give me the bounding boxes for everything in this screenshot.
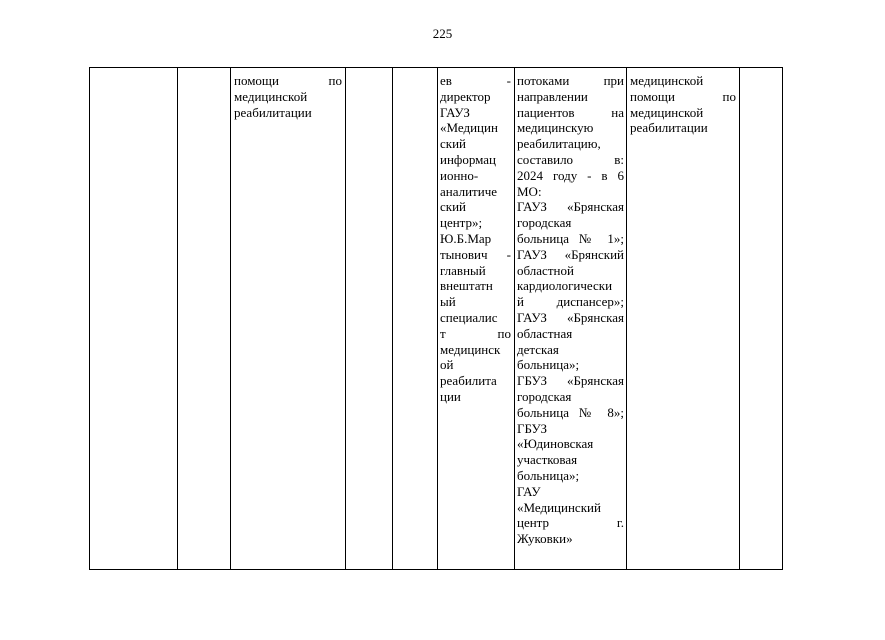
page-number: 225 [432,26,453,41]
cell-text-line: участковая [517,452,578,468]
cell-text-line: «Медицин [440,120,498,136]
cell-text-line: больница № 1»; [517,230,624,246]
cell-text-line: внештатн [440,278,493,294]
cell-text-line: больница»; [517,467,580,483]
cell-text-line: медицинской [234,88,308,104]
cell-text-line: «Медицинский [517,499,601,515]
cell-text-line: директор [440,88,491,104]
cell-text-line: больница № 8»; [517,404,624,420]
cell-text-line: Ю.Б.Мар [440,230,492,246]
cell-text-line: специалис [440,309,498,325]
cell-text-line: информац [440,151,497,167]
column-divider [177,67,178,570]
cell-text-line: ГАУЗ «Брянская [517,199,624,215]
cell-text-line: центр г. [517,515,624,531]
column-divider [437,67,438,570]
column-divider [626,67,627,570]
cell-text-line: главный [440,262,486,278]
cell-text-line: медицинской [630,104,704,120]
cell-text-line: ГАУ [517,483,541,499]
cell-text-line: ГАУЗ «Брянская [517,309,624,325]
table-frame [89,67,783,570]
cell-text-line: направлении [517,88,588,104]
cell-text-line: медицинск [440,341,501,357]
cell-text-line: ции [440,388,461,404]
cell-text-line: ГАУЗ [440,104,470,120]
cell-text-line: пациентов на [517,104,624,120]
cell-text-line: ый [440,294,456,310]
cell-text-line: ГАУЗ «Брянский [517,246,624,262]
cell-text-line: ГБУЗ [517,420,548,436]
cell-text-line: детская [517,341,559,357]
cell-text-line: реабилитацию, [517,136,601,152]
cell-responsible-persons [440,73,511,405]
cell-text-line: 2024 году - в 6 [517,167,624,183]
cell-text-line: ионно- [440,167,479,183]
column-divider [514,67,515,570]
cell-text-line: ГБУЗ «Брянская [517,373,624,389]
cell-text-line: областной [517,262,574,278]
cell-text-line: составило в: [517,151,624,167]
cell-text-line: реабилита [440,373,497,389]
cell-text-line: й диспансер»; [517,294,624,310]
cell-text-line: ой [440,357,454,373]
cell-text-line: помощи по [234,73,342,88]
cell-text-line: кардиологически [517,278,613,294]
cell-text-line: потоками при [517,73,624,88]
cell-text-line: т по [440,325,511,341]
cell-text-line: реабилитации [630,120,708,136]
cell-text-line: МО: [517,183,542,199]
column-divider [739,67,740,570]
cell-text-line: аналитиче [440,183,498,199]
cell-text-line: центр»; [440,215,483,231]
cell-text-line: городская [517,215,572,231]
cell-medical-care-type [234,73,342,120]
column-divider [230,67,231,570]
column-divider [392,67,393,570]
cell-text-line: помощи по [630,88,736,104]
column-divider [345,67,346,570]
cell-text-line: больница»; [517,357,580,373]
cell-text-line: медицинскую [517,120,594,136]
cell-text-line: ский [440,136,466,152]
cell-text-line: медицинской [630,73,704,88]
cell-medical-care-profile [630,73,736,136]
cell-text-line: областная [517,325,573,341]
cell-text-line: ев - [440,73,511,88]
cell-text-line: городская [517,388,572,404]
cell-text-line: ский [440,199,466,215]
cell-text-line: реабилитации [234,104,312,120]
cell-text-line: тынович - [440,246,511,262]
cell-text-line: «Юдиновская [517,436,594,452]
cell-text-line: Жуковки» [517,531,573,547]
cell-patient-flow-description [517,73,624,547]
